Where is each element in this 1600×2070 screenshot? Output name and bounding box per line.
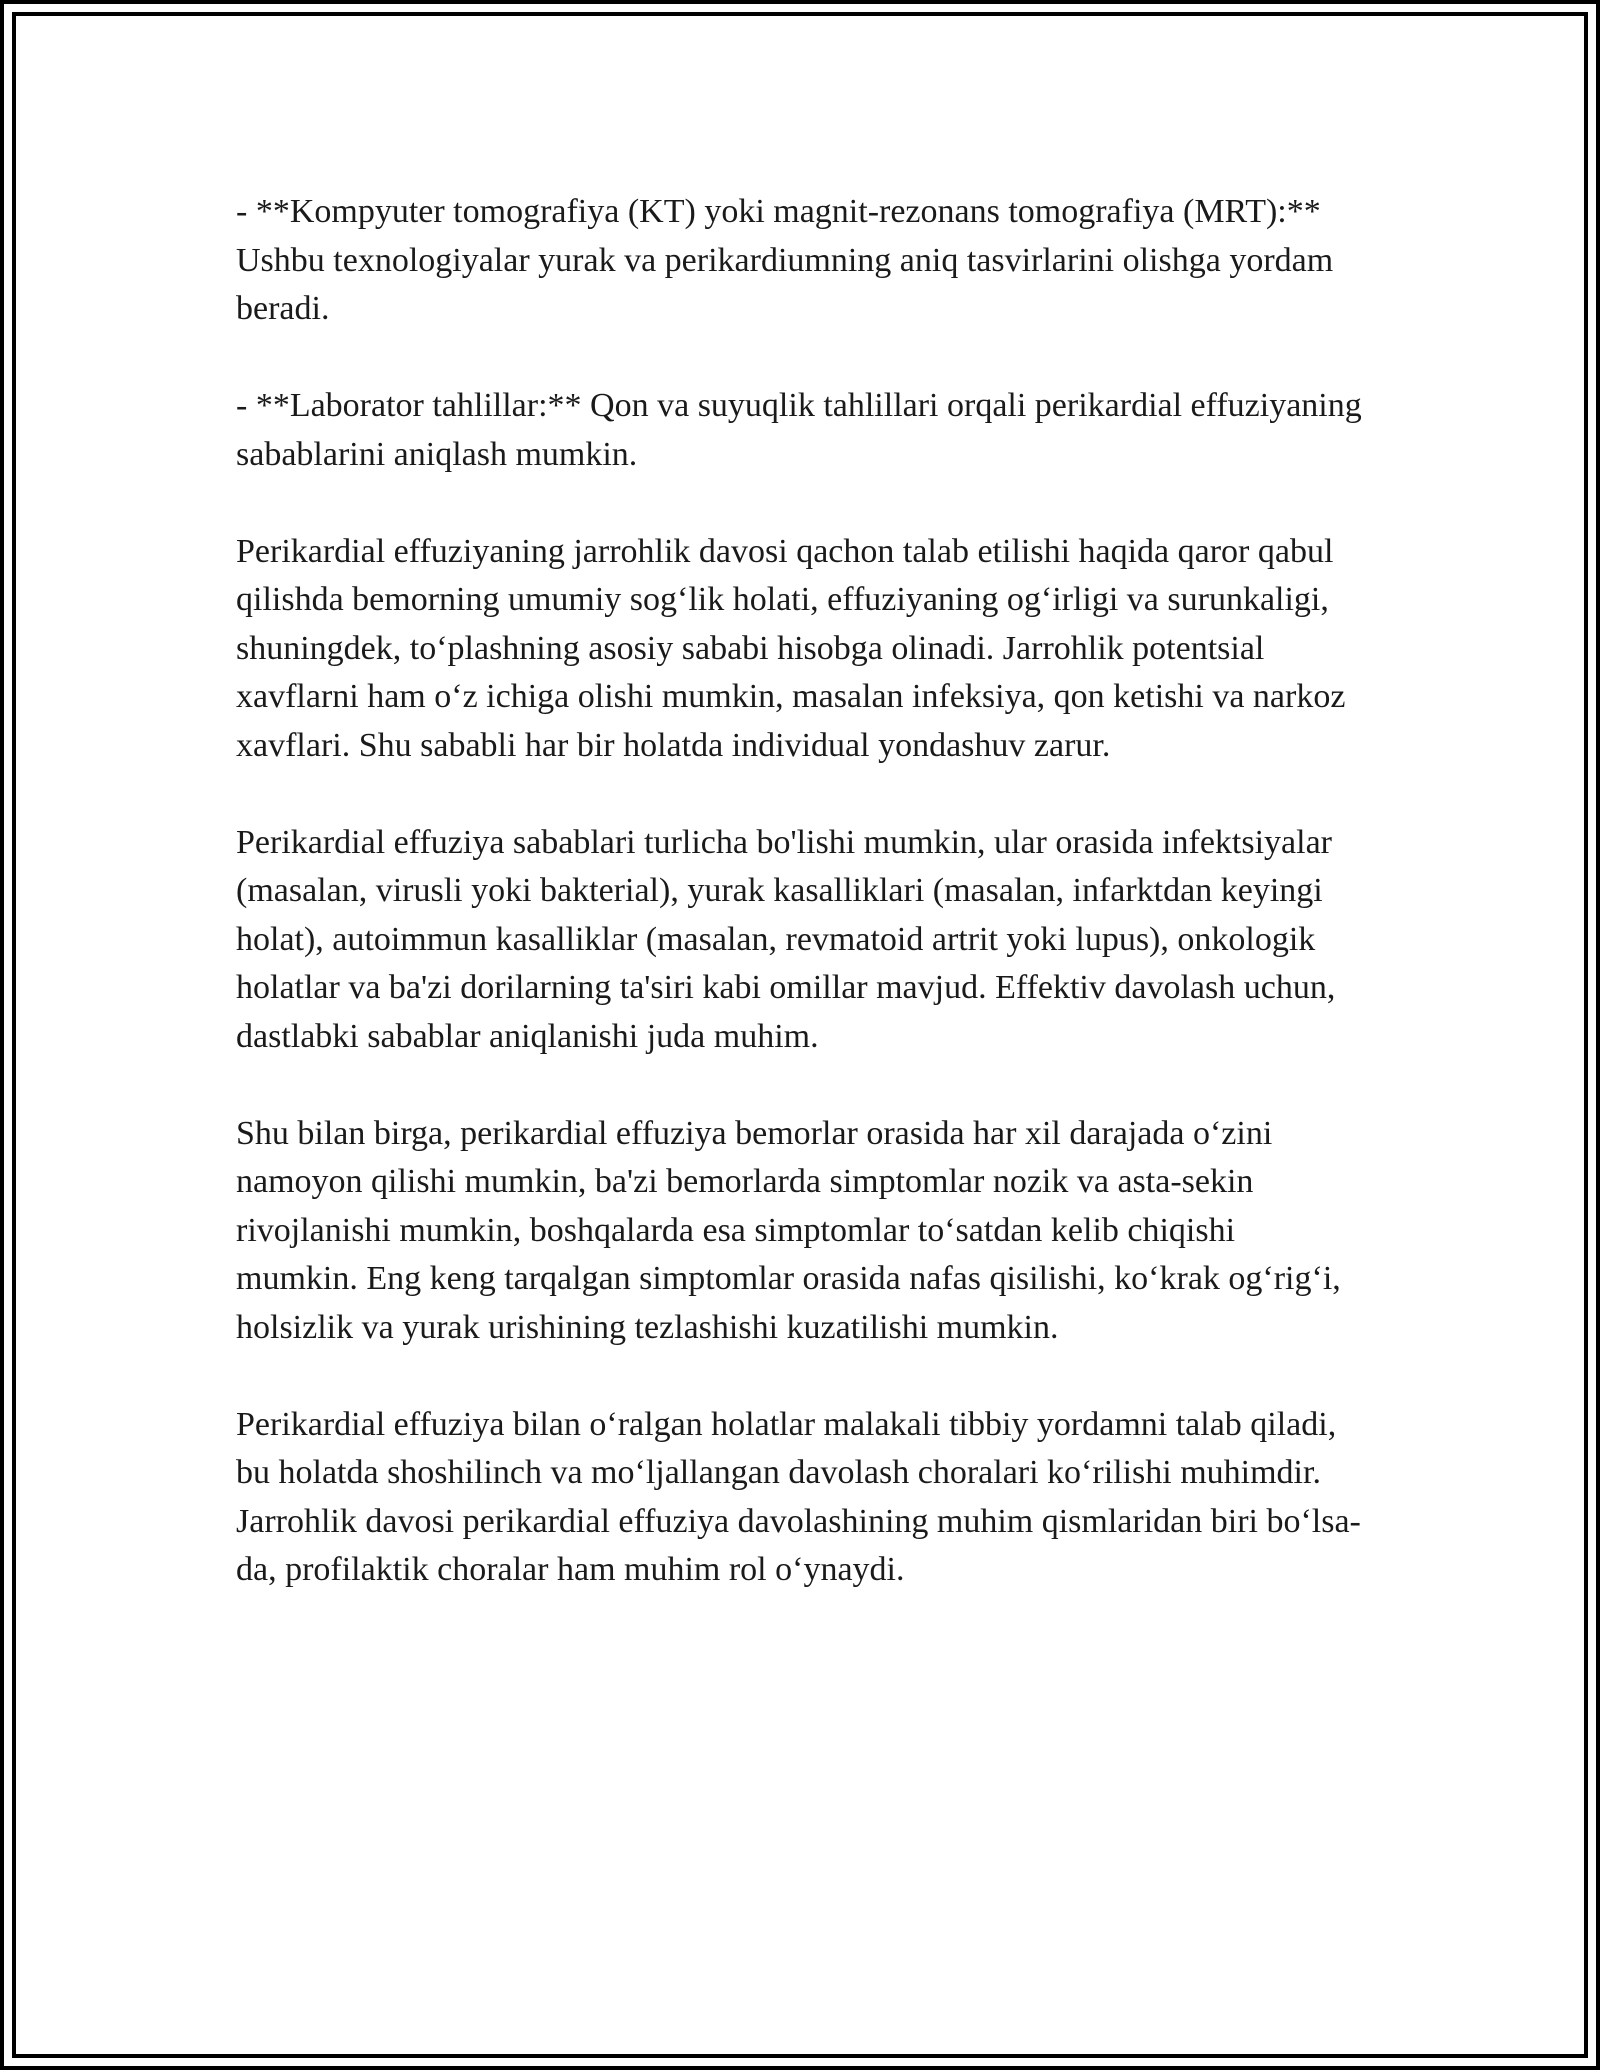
paragraph-ct-mri: - **Kompyuter tomografiya (KT) yoki magnit-rezonans tomografiya (MRT):** Ushbu texnologiyalar yurak va perikardiumning aniq tasvirlarini olishga yordam beradi.	[236, 193, 1334, 327]
paragraph-symptoms: Shu bilan birga, perikardial effuziya bemorlar orasida har xil darajada o‘zini namoyon qilishi mumkin, ba'zi bemorlarda simptomlar nozik va asta-sekin rivojlanishi mumkin, boshqalarda esa simptomlar to‘satdan kelib chiqishi mumkin. Eng keng tarqalgan simptomlar orasida nafas qisilishi, ko‘krak og‘rig‘i, holsizlik va yurak urishining tezlashishi kuzatilishi mumkin.	[236, 1114, 1341, 1346]
paragraph-medical-care: Perikardial effuziya bilan o‘ralgan holatlar malakali tibbiy yordamni talab qiladi, bu holatda shoshilinch va mo‘ljallangan davolash choralari ko‘rilishi muhimdir. Jarrohlik davosi perikardial effuziya davolashining muhim qismlaridan biri bo‘lsa-da, profilaktik choralar ham muhim rol o‘ynaydi.	[236, 1405, 1361, 1588]
document-body	[236, 188, 1364, 1643]
paragraph-surgical-decision: Perikardial effuziyaning jarrohlik davosi qachon talab etilishi haqida qaror qabul qilishda bemorning umumiy sog‘lik holati, effuziyaning og‘irligi va surunkaligi, shuningdek, to‘plashning asosiy sababi hisobga olinadi. Jarrohlik potentsial xavflarni ham o‘z ichiga olishi mumkin, masalan infeksiya, qon ketishi va narkoz xavflari. Shu sababli har bir holatda individual yondashuv zarur.	[236, 532, 1346, 764]
paragraph-lab-tests: - **Laborator tahlillar:** Qon va suyuqlik tahlillari orqali perikardial effuziyaning sabablarini aniqlash mumkin.	[236, 387, 1362, 473]
paragraph-causes: Perikardial effuziya sabablari turlicha bo'lishi mumkin, ular orasida infektsiyalar (masalan, virusli yoki bakterial), yurak kasalliklari (masalan, infarktdan keyingi holat), autoimmun kasalliklar (masalan, revmatoid artrit yoki lupus), onkologik holatlar va ba'zi dorilarning ta'siri kabi omillar mavjud. Effektiv davolash uchun, dastlabki sabablar aniqlanishi juda muhim.	[236, 823, 1336, 1055]
